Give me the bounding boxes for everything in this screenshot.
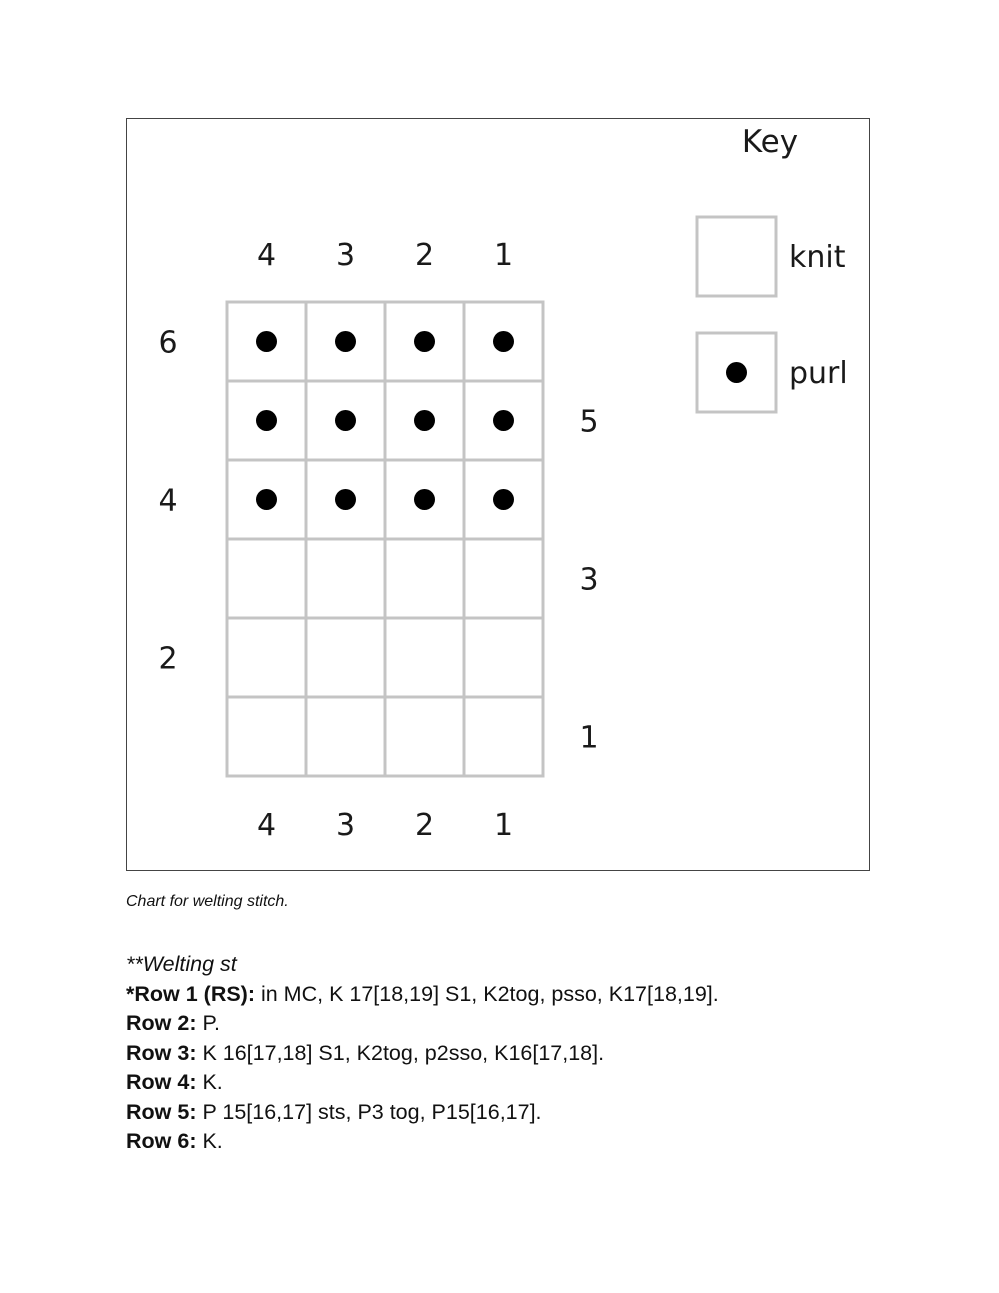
instruction-row-5: [126, 1098, 719, 1128]
stitch-cell: [306, 539, 385, 618]
purl-dot: [414, 331, 435, 352]
stitch-number-top: 4: [256, 238, 277, 273]
instruction-row-6: [126, 1127, 719, 1157]
instruction-row-2: [126, 1009, 719, 1039]
stitch-cell: [385, 618, 464, 697]
stitch-cell: [227, 697, 306, 776]
instruction-row-3: [126, 1039, 719, 1069]
instructions-heading: **Welting st: [126, 952, 237, 976]
row-label: Row 2:: [126, 1011, 197, 1035]
stitch-number-bottom: 4: [256, 808, 277, 843]
stitch-cell: [464, 618, 543, 697]
row-number-right: 5: [579, 404, 599, 440]
row-number-right: 3: [579, 562, 599, 598]
stitch-cell: [385, 539, 464, 618]
row-text: P 15[16,17] sts, P3 tog, P15[16,17].: [196, 1099, 542, 1124]
row-text: K.: [196, 1129, 223, 1153]
purl-dot: [493, 410, 514, 431]
stitch-instructions: [126, 950, 719, 1157]
stitch-number-top: 2: [414, 238, 435, 273]
row-number-left: 4: [158, 483, 178, 519]
welting-chart: [127, 119, 869, 870]
row-number-left: 6: [158, 325, 178, 361]
stitch-cell: [306, 697, 385, 776]
purl-dot: [414, 410, 435, 431]
row-text: in MC, K 17[18,19] S1, K2tog, psso, K17[18,19].: [255, 981, 719, 1006]
row-label: Row 6:: [126, 1129, 197, 1153]
instruction-row-1: [126, 980, 719, 1010]
stitch-number-bottom: 1: [493, 808, 514, 843]
stitch-cell: [306, 618, 385, 697]
stitch-number-top: 1: [493, 238, 514, 273]
purl-dot: [335, 410, 356, 431]
row-label: Row 3:: [126, 1040, 197, 1065]
stitch-number-bottom: 3: [335, 808, 356, 843]
purl-dot: [414, 489, 435, 510]
row-label: Row 4:: [126, 1070, 197, 1094]
chart-frame: [126, 118, 870, 871]
purl-dot: [335, 489, 356, 510]
stitch-cell: [385, 697, 464, 776]
row-number-right: 1: [579, 720, 599, 756]
key-purl-dot: [726, 362, 747, 383]
key-title: Key: [741, 124, 799, 160]
purl-dot: [256, 410, 277, 431]
instruction-row-4: [126, 1068, 719, 1098]
purl-dot: [335, 331, 356, 352]
key-label-knit: knit: [789, 240, 846, 275]
chart-caption: Chart for welting stitch.: [126, 893, 289, 910]
key-label-purl: purl: [789, 356, 848, 391]
row-label: *Row 1 (RS):: [126, 981, 255, 1006]
row-label: Row 5:: [126, 1099, 197, 1124]
purl-dot: [256, 331, 277, 352]
stitch-number-top: 3: [335, 238, 356, 273]
row-text: K 16[17,18] S1, K2tog, p2sso, K16[17,18].: [196, 1040, 605, 1065]
row-number-left: 2: [158, 641, 178, 677]
key-swatch-knit: [697, 217, 776, 296]
stitch-cell: [464, 539, 543, 618]
stitch-cell: [227, 618, 306, 697]
row-text: K.: [196, 1070, 223, 1094]
row-text: P.: [196, 1011, 220, 1035]
purl-dot: [493, 489, 514, 510]
stitch-cell: [227, 539, 306, 618]
purl-dot: [493, 331, 514, 352]
purl-dot: [256, 489, 277, 510]
stitch-number-bottom: 2: [414, 808, 435, 843]
stitch-cell: [464, 697, 543, 776]
